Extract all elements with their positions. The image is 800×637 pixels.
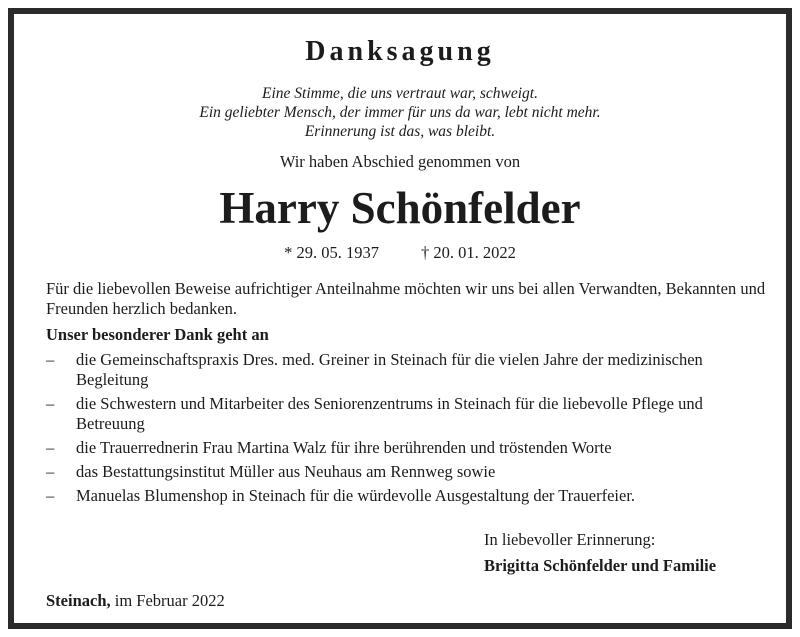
dash-bullet: – <box>46 394 55 413</box>
deceased-name: Harry Schönfelder <box>219 183 581 233</box>
list-item-text: die Trauerrednerin Frau Martina Walz für ihre berührenden und tröstenden Worte <box>76 438 612 457</box>
life-dates <box>14 243 786 263</box>
place-town: Steinach, <box>46 591 111 610</box>
list-item-text: die Gemeinschaftspraxis Dres. med. Greiner in Steinach für die vielen Jahre der medizinischen Begleitung <box>76 350 703 389</box>
list-item <box>46 438 766 458</box>
signature-names: Brigitta Schönfelder und Familie <box>484 556 717 575</box>
signature-intro: In liebevoller Erinnerung: <box>484 530 656 549</box>
list-item <box>46 394 766 434</box>
farewell-intro: Wir haben Abschied genommen von <box>279 152 521 171</box>
thanks-paragraph: Für die liebevollen Beweise aufrichtiger Anteilnahme möchten wir uns bei allen Verwandten, Bekannten und Freunden herzlich bedanken. <box>46 279 766 318</box>
list-item <box>46 462 766 482</box>
dash-bullet: – <box>46 486 55 505</box>
place-month: im Februar 2022 <box>114 591 225 610</box>
death-date: † 20. 01. 2022 <box>421 243 516 262</box>
notice-heading: Danksagung <box>305 36 495 67</box>
poem-line: Erinnerung ist das, was bleibt. <box>304 123 496 140</box>
dash-bullet: – <box>46 462 55 481</box>
poem-line: Eine Stimme, die uns vertraut war, schweigt. <box>262 85 538 102</box>
obituary-notice <box>8 8 792 629</box>
special-thanks-heading: Unser besonderer Dank geht an <box>46 325 269 344</box>
poem-block <box>14 84 786 141</box>
thanks-list <box>46 350 766 510</box>
place-date <box>46 591 225 611</box>
poem-line: Ein geliebter Mensch, der immer für uns da war, lebt nicht mehr. <box>199 104 601 121</box>
birth-date: * 29. 05. 1937 <box>284 243 379 262</box>
dash-bullet: – <box>46 350 55 369</box>
list-item <box>46 350 766 390</box>
list-item-text: Manuelas Blumenshop in Steinach für die würdevolle Ausgestaltung der Trauerfeier. <box>76 486 636 505</box>
list-item-text: die Schwestern und Mitarbeiter des Seniorenzentrums in Steinach für die liebevolle Pflege und Betreuung <box>76 394 703 433</box>
list-item <box>46 486 766 506</box>
list-item-text: das Bestattungsinstitut Müller aus Neuhaus am Rennweg sowie <box>76 462 496 481</box>
dash-bullet: – <box>46 438 55 457</box>
